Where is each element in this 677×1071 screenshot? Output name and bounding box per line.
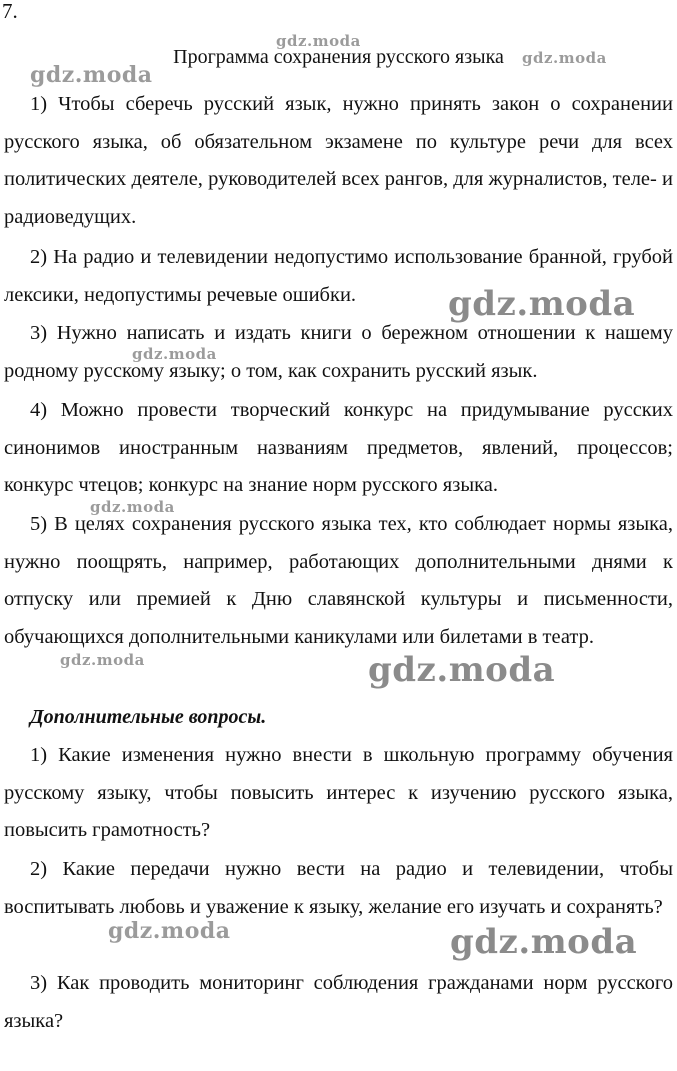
watermark: gdz.moda	[368, 650, 556, 690]
task-number: 7.	[2, 0, 18, 23]
watermark: gdz.moda	[450, 922, 638, 962]
paragraph-5: 5) В целях сохранения русского языка тех, кто соблюдает нормы языка, нужно поощрять, например, работающих дополнительными днями к отпуску или премией к Дню славянской культуры и письменности, обучающихся дополнительными каникулами или билетами в театр.	[4, 513, 673, 648]
watermark: gdz.moda	[448, 284, 636, 324]
paragraph-4: 4) Можно провести творческий конкурс на придумывание русских синонимов иностранным названиям предметов, явлений, процессов; конкурс чтецов; конкурс на знание норм русского языка.	[4, 399, 673, 496]
watermark: gdz.moda	[108, 918, 231, 944]
watermark: gdz.moda	[60, 651, 145, 669]
paragraph-3: 3) Нужно написать и издать книги о бережном отношении к нашему родному русскому языку; о том, как сохранить русский язык.	[4, 322, 673, 382]
watermark: gdz.moda	[522, 49, 607, 67]
paragraph-1: 1) Чтобы сберечь русский язык, нужно принять закон о сохранении русского языка, об обязательном экзамене по культуре речи для всех политических деятеле, руководителей всех рангов, для журналистов, теле- и радиоведущих.	[4, 93, 673, 228]
watermark: gdz.moda	[90, 498, 175, 516]
question-1: 1) Какие изменения нужно внести в школьную программу обучения русскому языку, чтобы повысить интерес к изучению русского языка, повысить грамотность?	[4, 744, 673, 841]
question-2: 2) Какие передачи нужно вести на радио и телевидении, чтобы воспитывать любовь и уважение к языку, желание его изучать и сохранять?	[4, 858, 673, 918]
watermark: gdz.moda	[30, 62, 153, 88]
question-3: 3) Как проводить мониторинг соблюдения гражданами норм русского языка?	[4, 972, 673, 1032]
document-title: Программа сохранения русского языка	[173, 46, 504, 68]
additional-questions-heading: Дополнительные вопросы.	[30, 706, 267, 728]
watermark: gdz.moda	[132, 345, 217, 363]
watermark: gdz.moda	[276, 32, 361, 50]
paragraph-2: 2) На радио и телевидении недопустимо использование бранной, грубой лексики, недопустимы речевые ошибки.	[4, 246, 673, 306]
